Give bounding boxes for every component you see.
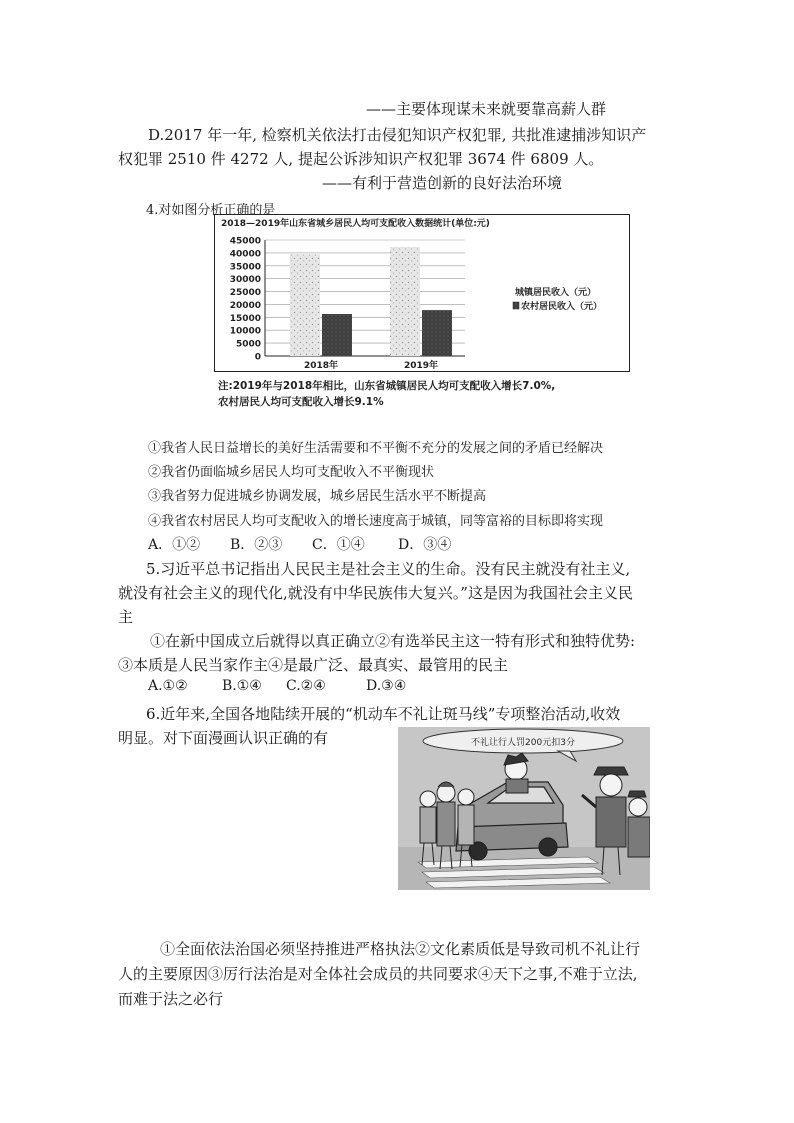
y-tick-label: 0 <box>254 352 261 363</box>
bar-rural <box>322 314 352 356</box>
option-d-source: ——有利于营造创新的良好法治环境 <box>322 174 563 192</box>
question-4-stem: 4.对如图分析正确的是 <box>146 203 276 218</box>
q4-item-3: ③我省努力促进城乡协调发展，城乡居民生活水平不断提高 <box>148 489 487 504</box>
x-tick-label: 2018年 <box>303 361 339 370</box>
chart-title: 2018—2019年山东省城乡居民人均可支配收入数据统计(单位:元) <box>221 219 490 229</box>
y-tick-label: 30000 <box>229 275 261 286</box>
q5-option-b: B.①④ <box>222 678 262 694</box>
option-d-line2: 权犯罪 2510 件 4272 人, 提起公诉涉知识产权犯罪 3674 件 6809 人。 <box>118 150 604 168</box>
y-tick-label: 45000 <box>229 236 261 247</box>
traffic-cartoon-illustration <box>398 727 650 890</box>
q6-items-line2: 人的主要原因③厉行法治是对全体社会成员的共同要求④天下之事,不难于立法, <box>118 965 638 983</box>
q5-line3: 主 <box>118 608 134 626</box>
q5-option-a: A.①② <box>148 678 188 694</box>
q4-item-2: ②我省仍面临城乡居民人均可支配收入不平衡现状 <box>148 465 435 480</box>
y-tick-label: 15000 <box>229 313 261 324</box>
zebra-crossing <box>418 857 610 888</box>
q5-line2: 就没有社会主义的现代化,就没有中华民族伟大复兴。”这是因为我国社会主义民 <box>118 584 633 602</box>
q4-option-c: C．①④ <box>312 537 365 553</box>
chart-note-line1: 注:2019年与2018年相比，山东省城镇居民人均可支配收入增长7.0%, <box>218 380 556 392</box>
q6-items-line3: 而难于法之必行 <box>118 990 224 1008</box>
q4-option-b: B．②③ <box>230 537 283 553</box>
q6-line2: 明显。对下面漫画认识正确的有 <box>118 729 329 747</box>
q5-option-d: D.③④ <box>366 678 407 694</box>
option-c-source: ——主要体现谋未来就要靠高薪人群 <box>366 100 607 118</box>
bar-urban <box>390 247 420 356</box>
traffic-cartoon <box>398 727 650 890</box>
q4-item-4: ④我省农村居民人均可支配收入的增长速度高于城镇，同等富裕的目标即将实现 <box>148 514 604 529</box>
q5-items-line1: ①在新中国成立后就得以真正确立②有选举民主这一特有形式和独特优势: <box>150 632 636 650</box>
speech-bubble-text: 不礼让行人罚200元扣3分 <box>471 738 575 748</box>
q6-line1: 6.近年来,全国各地陆续开展的“机动车不礼让斑马线”专项整治活动,收效 <box>146 705 621 723</box>
y-tick-label: 5000 <box>235 339 261 350</box>
y-tick-label: 35000 <box>229 262 261 273</box>
q5-option-c: C.②④ <box>286 678 326 694</box>
bar-urban <box>290 254 320 356</box>
q5-line1: 5.习近平总书记指出人民民主是社会主义的生命。没有民主就没有社主义, <box>146 560 631 578</box>
y-tick-label: 20000 <box>229 300 261 311</box>
x-tick-label: 2019年 <box>403 361 439 370</box>
driver <box>504 753 528 793</box>
legend-entry: 农村居民收入（元） <box>521 302 603 312</box>
income-chart <box>214 214 630 372</box>
income-chart-svg <box>215 215 628 370</box>
q6-items-line1: ①全面依法治国必须坚持推进严格执法②文化素质低是导致司机不礼让行 <box>160 940 641 958</box>
q4-option-a: A．①② <box>148 537 201 553</box>
bar-rural <box>422 310 452 356</box>
y-tick-label: 10000 <box>229 326 261 337</box>
option-d-line1: D.2017 年一年, 检察机关依法打击侵犯知识产权犯罪, 共批准逮捕涉知识产 <box>148 126 647 144</box>
q4-option-d: D．③④ <box>398 537 452 553</box>
legend-swatch <box>513 302 519 309</box>
q4-item-1: ①我省人民日益增长的美好生活需要和不平衡不充分的发展之间的矛盾已经解决 <box>148 441 604 456</box>
y-tick-label: 25000 <box>229 288 261 299</box>
chart-note-line2: 农村居民人均可支配收入增长9.1% <box>218 396 384 408</box>
y-tick-label: 40000 <box>229 249 261 260</box>
legend-entry: 城镇居民收入（元） <box>515 288 597 298</box>
q5-items-line2: ③本质是人民当家作主④是最广泛、最真实、最管用的民主 <box>118 656 509 674</box>
